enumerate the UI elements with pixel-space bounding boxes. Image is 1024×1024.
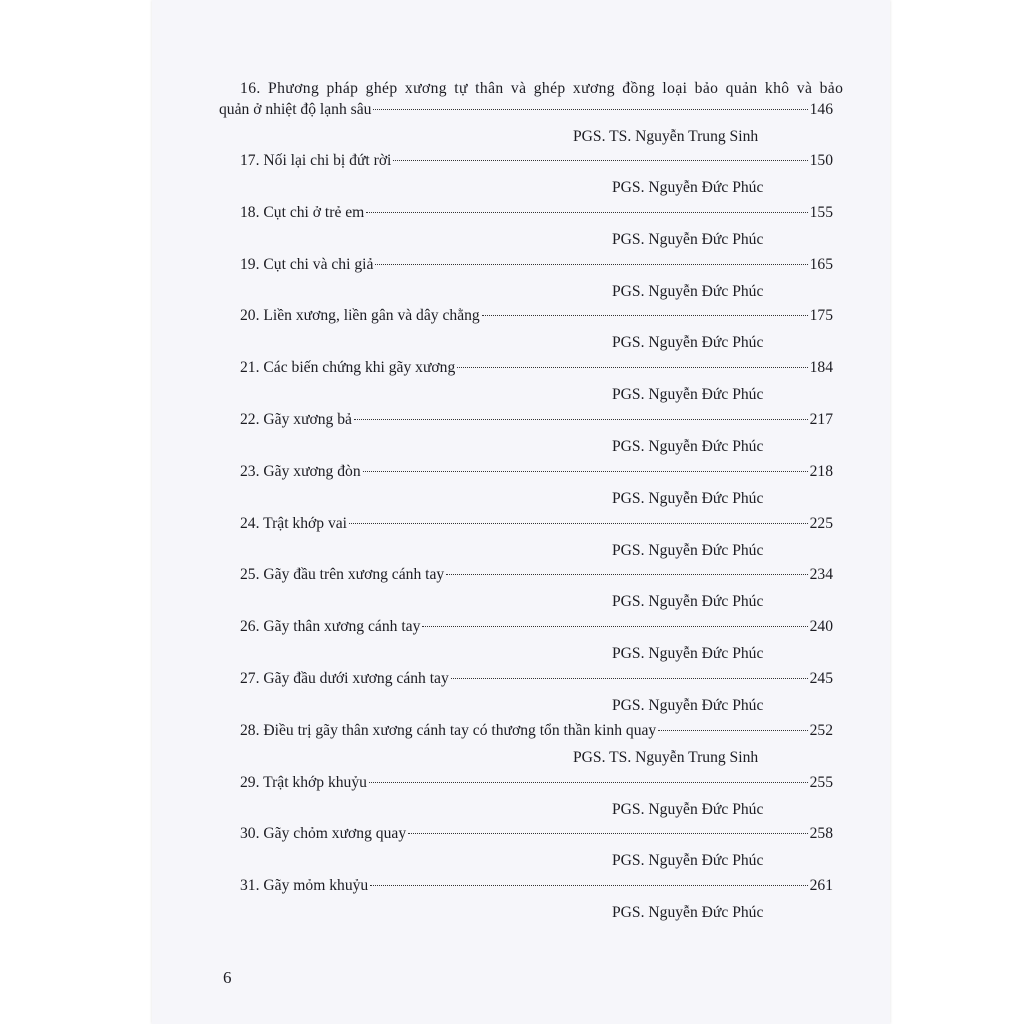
toc-entry-page: 165 — [809, 255, 833, 273]
toc-entry-author: PGS. Nguyễn Đức Phúc — [612, 697, 764, 714]
toc-entry-author: PGS. Nguyễn Đức Phúc — [612, 282, 764, 300]
dot-leader — [446, 574, 807, 575]
toc-entry-line — [152, 670, 890, 688]
toc-entry-page: 252 — [809, 721, 833, 739]
toc-entry-line — [152, 877, 890, 895]
toc-entry-line — [152, 515, 890, 533]
toc-entry-page: 218 — [809, 462, 833, 480]
toc-entry-author: PGS. Nguyễn Đức Phúc — [612, 800, 764, 818]
dot-leader — [370, 885, 807, 886]
toc-entry-title: 24. Trật khớp vai — [240, 514, 348, 532]
toc-entry-line — [152, 618, 890, 636]
toc-entry-line — [152, 722, 890, 740]
toc-entry-page: 175 — [809, 307, 833, 325]
dot-leader — [457, 367, 807, 368]
toc-entry-title: 21. Các biến chứng khi gãy xương — [240, 359, 456, 377]
dot-leader — [393, 160, 807, 161]
toc-entry-author: PGS. Nguyễn Đức Phúc — [612, 230, 764, 248]
toc-entry-line — [152, 359, 890, 377]
toc-entry-page: 255 — [809, 773, 833, 791]
toc-entry-page: 150 — [809, 152, 833, 169]
toc-entry-title: 29. Trật khớp khuỷu — [240, 773, 367, 791]
toc-entry-author: PGS. TS. Nguyễn Trung Sinh — [573, 748, 759, 766]
dot-leader — [363, 471, 808, 472]
dot-leader — [408, 833, 807, 834]
toc-entry-line — [152, 774, 890, 792]
toc-entry-author: PGS. Nguyễn Đức Phúc — [612, 179, 764, 196]
toc-entry-title: quản ở nhiệt độ lạnh sâu — [219, 101, 372, 118]
toc-entry-author: PGS. TS. Nguyễn Trung Sinh — [573, 128, 759, 145]
toc-entry-author: PGS. Nguyễn Đức Phúc — [612, 593, 764, 611]
dot-leader — [422, 626, 807, 627]
toc-entry-line — [152, 825, 890, 843]
page-number: 6 — [223, 968, 232, 987]
toc-entry-title: 26. Gãy thân xương cánh tay — [240, 618, 421, 636]
toc-entry-line — [152, 152, 890, 170]
dot-leader — [349, 523, 808, 524]
toc-entry-page: 225 — [809, 514, 833, 532]
toc-entry-author: PGS. Nguyễn Đức Phúc — [612, 334, 764, 352]
toc-entry-page: 234 — [809, 566, 833, 584]
toc-entry-title: 25. Gãy đầu trên xương cánh tay — [240, 566, 445, 584]
toc-entry-author: PGS. Nguyễn Đức Phúc — [612, 904, 764, 922]
toc-entry-title: 28. Điều trị gãy thân xương cánh tay có thương tổn thần kinh quay — [240, 721, 657, 739]
toc-entry-line — [152, 204, 890, 222]
toc-entry-page: 245 — [809, 670, 833, 687]
dot-leader — [451, 678, 808, 679]
toc-entry-title: 22. Gãy xương bả — [240, 411, 352, 428]
toc-entry-line — [152, 307, 890, 325]
toc-entry-line — [152, 463, 890, 481]
toc-entry-title: 20. Liền xương, liền gân và dây chằng — [240, 307, 480, 325]
toc-entry-author: PGS. Nguyễn Đức Phúc — [612, 541, 764, 559]
toc-entry-author: PGS. Nguyễn Đức Phúc — [612, 489, 764, 507]
toc-entry-page: 217 — [809, 411, 833, 428]
toc-entry-page: 184 — [809, 359, 833, 377]
toc-entry-title: 17. Nối lại chi bị đứt rời — [240, 152, 392, 169]
toc-entry-title: 18. Cụt chi ở trẻ em — [240, 203, 365, 221]
toc-entry-page: 258 — [809, 825, 833, 843]
toc-entry-line — [152, 101, 890, 119]
toc-entry-author: PGS. Nguyễn Đức Phúc — [612, 852, 764, 870]
dot-leader — [369, 782, 808, 783]
toc-entry-title: 30. Gãy chỏm xương quay — [240, 825, 407, 843]
toc-entry-line — [152, 411, 890, 429]
toc-entry-author: PGS. Nguyễn Đức Phúc — [612, 645, 764, 663]
dot-leader — [354, 419, 808, 420]
toc-entry-line — [152, 256, 890, 274]
dot-leader — [482, 315, 808, 316]
toc-entry-title: 27. Gãy đầu dưới xương cánh tay — [240, 670, 449, 687]
toc-entry-page: 261 — [809, 877, 833, 895]
toc-entry-author: PGS. Nguyễn Đức Phúc — [612, 438, 764, 455]
toc-entry-page: 155 — [809, 203, 833, 221]
toc-entry-page: 240 — [809, 618, 833, 636]
toc-entry-title: 23. Gãy xương đòn — [240, 462, 361, 480]
dot-leader — [366, 212, 807, 213]
document-page — [152, 0, 890, 1024]
dot-leader — [373, 109, 807, 110]
toc-entry-line — [152, 566, 890, 584]
toc-entry-page: 146 — [809, 101, 833, 118]
toc-entry-title: 19. Cụt chi và chi giả — [240, 255, 374, 273]
toc-entry-title: 31. Gãy mỏm khuỷu — [240, 877, 369, 895]
toc-entry-author: PGS. Nguyễn Đức Phúc — [612, 386, 764, 404]
dot-leader — [658, 730, 807, 731]
dot-leader — [375, 264, 807, 265]
toc-entry-first-line: 16. Phương pháp ghép xương tự thân và ghép xương đồng loại bảo quản khô và bảo — [240, 80, 844, 97]
